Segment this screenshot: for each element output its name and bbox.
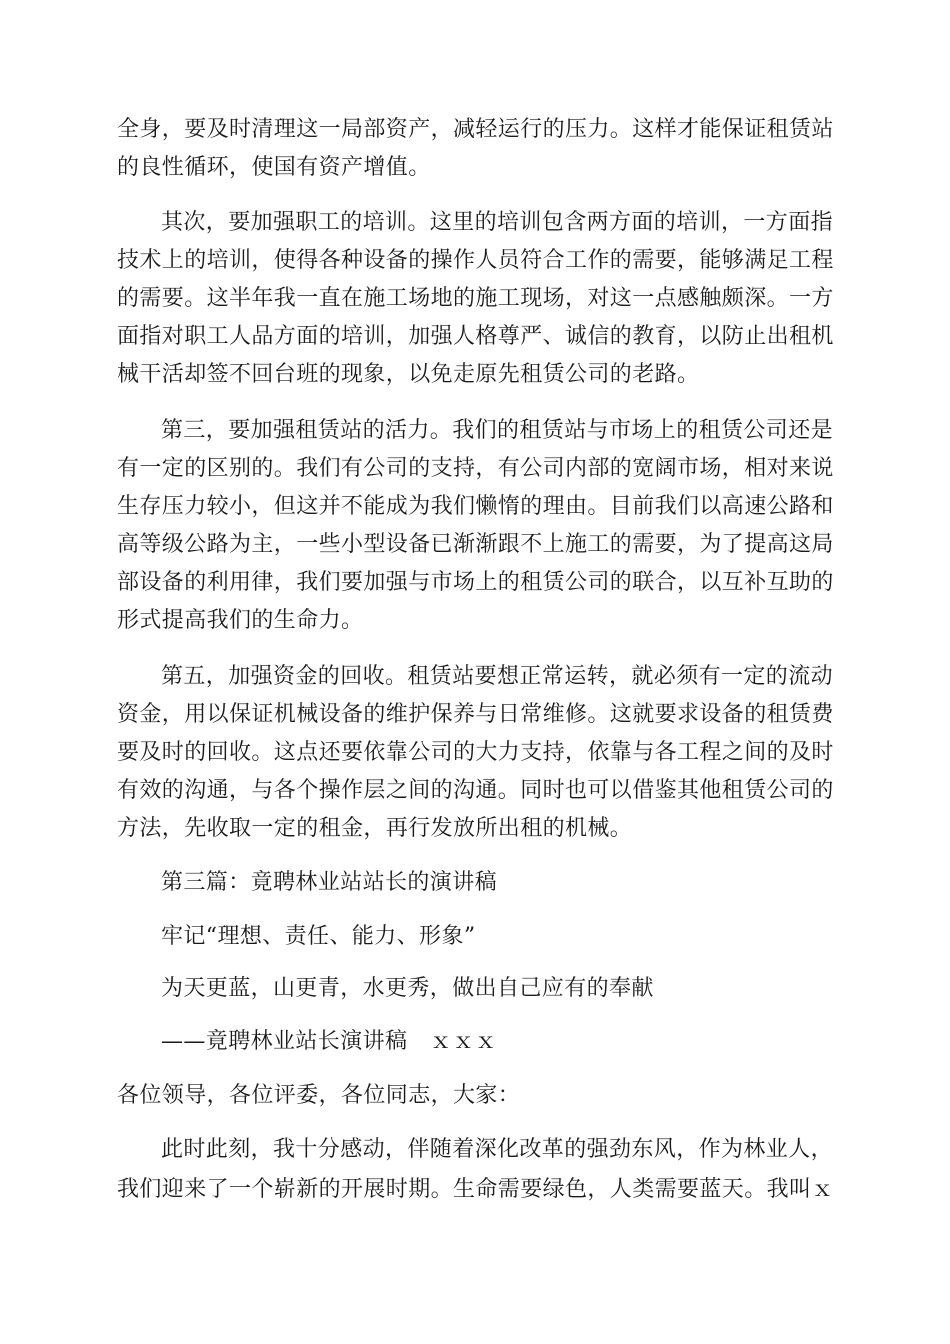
salutation: 各位领导，各位评委，各位同志，大家： <box>117 1083 521 1108</box>
section-heading: 第三篇：竟聘林业站站长的演讲稿 <box>161 870 498 895</box>
paragraph-3-line-2: 有一定的区别的。我们有公司的支持，有公司内部的宽阔市场，相对来说 <box>117 456 834 481</box>
subtitle-motto: 为天更蓝，山更青，水更秀，做出自己应有的奉献 <box>161 976 654 1001</box>
paragraph-3-line-3: 生存压力较小，但这并不能成为我们懒惰的理由。目前我们以高速公路和 <box>117 494 834 519</box>
paragraph-4-line-1: 第五，加强资金的回收。租赁站要想正常运转，就必须有一定的流动 <box>161 664 834 689</box>
paragraph-3-line-5: 部设备的利用律，我们要加强与市场上的租赁公司的联合，以互补互助的 <box>117 570 834 595</box>
paragraph-2-line-1: 其次，要加强职工的培训。这里的培训包含两方面的培训，一方面指 <box>161 210 834 235</box>
paragraph-4-line-4: 有效的沟通，与各个操作层之间的沟通。同时也可以借鉴其他租赁公司的 <box>117 778 834 803</box>
subtitle-slogan: 牢记“理想、责任、能力、形象” <box>161 924 476 949</box>
paragraph-2-line-4: 面指对职工人品方面的培训，加强人格尊严、诚信的教育，以防止出租机 <box>117 324 834 349</box>
paragraph-4-line-5: 方法，先收取一定的租金，再行发放所出租的机械。 <box>117 816 633 841</box>
subtitle-byline: ——竟聘林业站长演讲稿 ｘｘｘ <box>161 1029 498 1054</box>
paragraph-5-line-1: 此时此刻，我十分感动，伴随着深化改革的强劲东风，作为林业人， <box>161 1137 834 1162</box>
paragraph-5-line-2: 我们迎来了一个崭新的开展时期。生命需要绿色，人类需要蓝天。我叫ｘ <box>117 1177 834 1202</box>
paragraph-2-line-5: 械干活却签不回台班的现象，以免走原先租赁公司的老路。 <box>117 362 700 387</box>
paragraph-2-line-2: 技术上的培训，使得各种设备的操作人员符合工作的需要，能够满足工程 <box>117 248 834 273</box>
paragraph-2-line-3: 的需要。这半年我一直在施工场地的施工现场，对这一点感触颇深。一方 <box>117 286 834 311</box>
paragraph-4-line-3: 要及时的回收。这点还要依靠公司的大力支持，依靠与各工程之间的及时 <box>117 740 834 765</box>
paragraph-3-line-6: 形式提高我们的生命力。 <box>117 608 364 633</box>
paragraph-3-line-1: 第三，要加强租赁站的活力。我们的租赁站与市场上的租赁公司还是 <box>161 418 834 443</box>
paragraph-1-line-2: 的良性循环，使国有资产增值。 <box>117 155 431 180</box>
paragraph-4-line-2: 资金，用以保证机械设备的维护保养与日常维修。这就要求设备的租赁费 <box>117 702 834 727</box>
paragraph-1-line-1: 全身，要及时清理这一局部资产，减轻运行的压力。这样才能保证租赁站 <box>117 117 834 142</box>
paragraph-3-line-4: 高等级公路为主，一些小型设备已渐渐跟不上施工的需要，为了提高这局 <box>117 532 834 557</box>
